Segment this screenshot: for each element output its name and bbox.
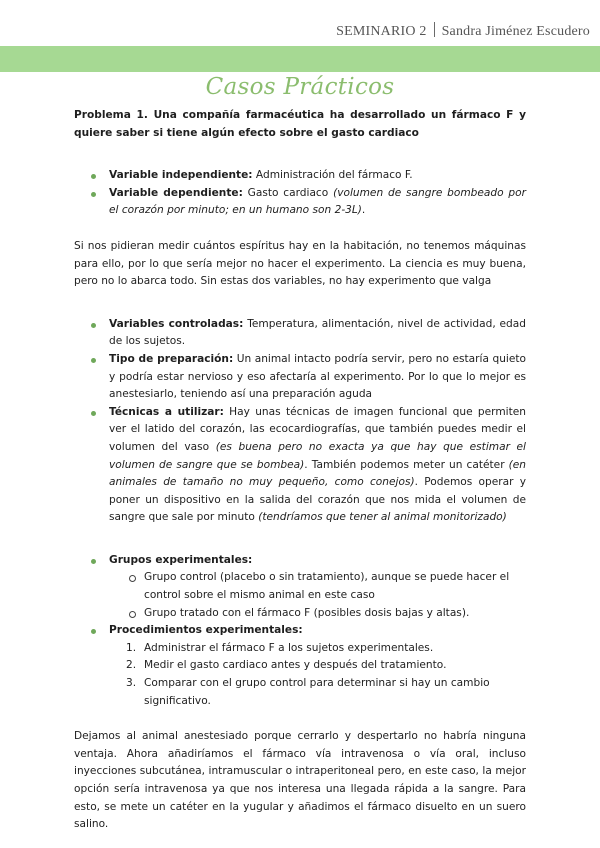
item-label: Variables controladas: [109, 317, 244, 330]
item-note: (es buena pero no exacta ya que hay que estimar el volumen de sangre que se bombea) [109, 440, 526, 471]
paragraph-spirits: Si nos pidieran medir cuántos espíritus hay en la habitación, no tenemos máquinas para ello, por lo que sería mejor no hacer el experimento. La ciencia es muy buena, pero no lo abarca todo. Sin estas dos variables, no hay experimento que valga [74, 239, 526, 288]
item-text: . Podemos operar y poner un dispositivo en la salida del corazón que nos mida el volumen de sangre que sale por minuto [109, 476, 526, 524]
item-number: 2. [126, 659, 137, 672]
item-text: Temperatura, alimentación, nivel de actividad, edad de los sujetos. [109, 317, 526, 348]
page-header [0, 0, 600, 46]
page-title: Casos Prácticos [205, 74, 395, 100]
variables-list [74, 167, 526, 220]
numbered-item [74, 675, 526, 710]
item-text-end: . [361, 204, 366, 217]
item-note: (tendríamos que tener al animal monitorizado) [258, 511, 507, 524]
item-note: (volumen de sangre bombeado por el corazón por minuto; en un humano son 2-3L) [109, 186, 526, 217]
list-item-controlled-variables [74, 316, 526, 351]
item-label: Tipo de preparación: [109, 352, 234, 365]
header-seminar: SEMINARIO 2 [336, 24, 427, 39]
item-text: Comparar con el grupo control para determinar si hay un cambio significativo. [144, 677, 490, 707]
item-note: (en animales de tamaño no muy pequeño, como conejos) [109, 458, 526, 489]
item-text: Administrar el fármaco F a los sujetos experimentales. [144, 641, 434, 654]
numbered-item [74, 640, 526, 658]
item-number: 1. [126, 641, 137, 654]
header-author: Sandra Jiménez Escudero [441, 24, 590, 39]
item-label: Procedimientos experimentales: [109, 624, 303, 637]
paragraph-administration: Dejamos al animal anestesiado porque cerrarlo y despertarlo no habría ninguna ventaja. Ahora añadiríamos el fármaco vía intravenosa o vía oral, incluso inyecciones subcutánea, intramuscular o intraperitoneal pero, en este caso, la mejor opción sería intravenosa ya que nos interesa una llegada rápida a la sangre. Para esto, se mete un catéter en la yugular y añadimos el fármaco disuelto en un suero salino. [74, 730, 526, 831]
list-item-techniques [74, 404, 526, 527]
item-text: Medir el gasto cardiaco antes y después del tratamiento. [144, 659, 447, 672]
groups-sublist [74, 569, 526, 622]
list-item-preparation-type [74, 351, 526, 404]
procedures-sublist [74, 640, 526, 710]
procedures-list [74, 622, 526, 640]
sublist-item: Grupo tratado con el fármaco F (posibles dosis bajas y altas). [74, 605, 526, 623]
sublist-item: Grupo control (placebo o sin tratamiento), aunque se puede hacer el control sobre el mismo animal en este caso [74, 569, 526, 604]
item-number: 3. [126, 677, 137, 690]
item-text: Administración del fármaco F. [252, 169, 413, 182]
item-label: Variable dependiente: [109, 186, 243, 199]
item-label: Variable independiente: [109, 169, 253, 182]
list-item-independent-variable [74, 167, 526, 185]
item-text: Hay unas técnicas de imagen funcional que permiten ver el latido del corazón, las ecocardiografías, que también puedes medir el volumen del vaso [109, 405, 526, 453]
list-item-dependent-variable [74, 185, 526, 220]
item-text: Un animal intacto podría servir, pero no estaría quieto y podría estar nervioso y eso afectaría al experimento. Por lo que lo mejor es anestesiarlo, teniendo así una preparación aguda [109, 352, 526, 401]
document-body [74, 107, 526, 834]
item-label: Técnicas a utilizar: [109, 405, 224, 418]
header-separator [434, 22, 435, 37]
numbered-item [74, 657, 526, 675]
item-text: . También podemos meter un catéter [304, 458, 509, 471]
design-list [74, 316, 526, 527]
item-label: Grupos experimentales: [109, 553, 253, 566]
header-band [0, 46, 600, 72]
header-text [336, 22, 590, 40]
problem-statement: Problema 1. Una compañía farmacéutica ha desarrollado un fármaco F y quiere saber si tiene algún efecto sobre el gasto cardiaco [74, 109, 526, 139]
item-text: Gasto cardiaco [242, 186, 334, 199]
list-item-experimental-groups [74, 552, 526, 570]
experiment-list [74, 552, 526, 570]
list-item-experimental-procedures [74, 622, 526, 640]
